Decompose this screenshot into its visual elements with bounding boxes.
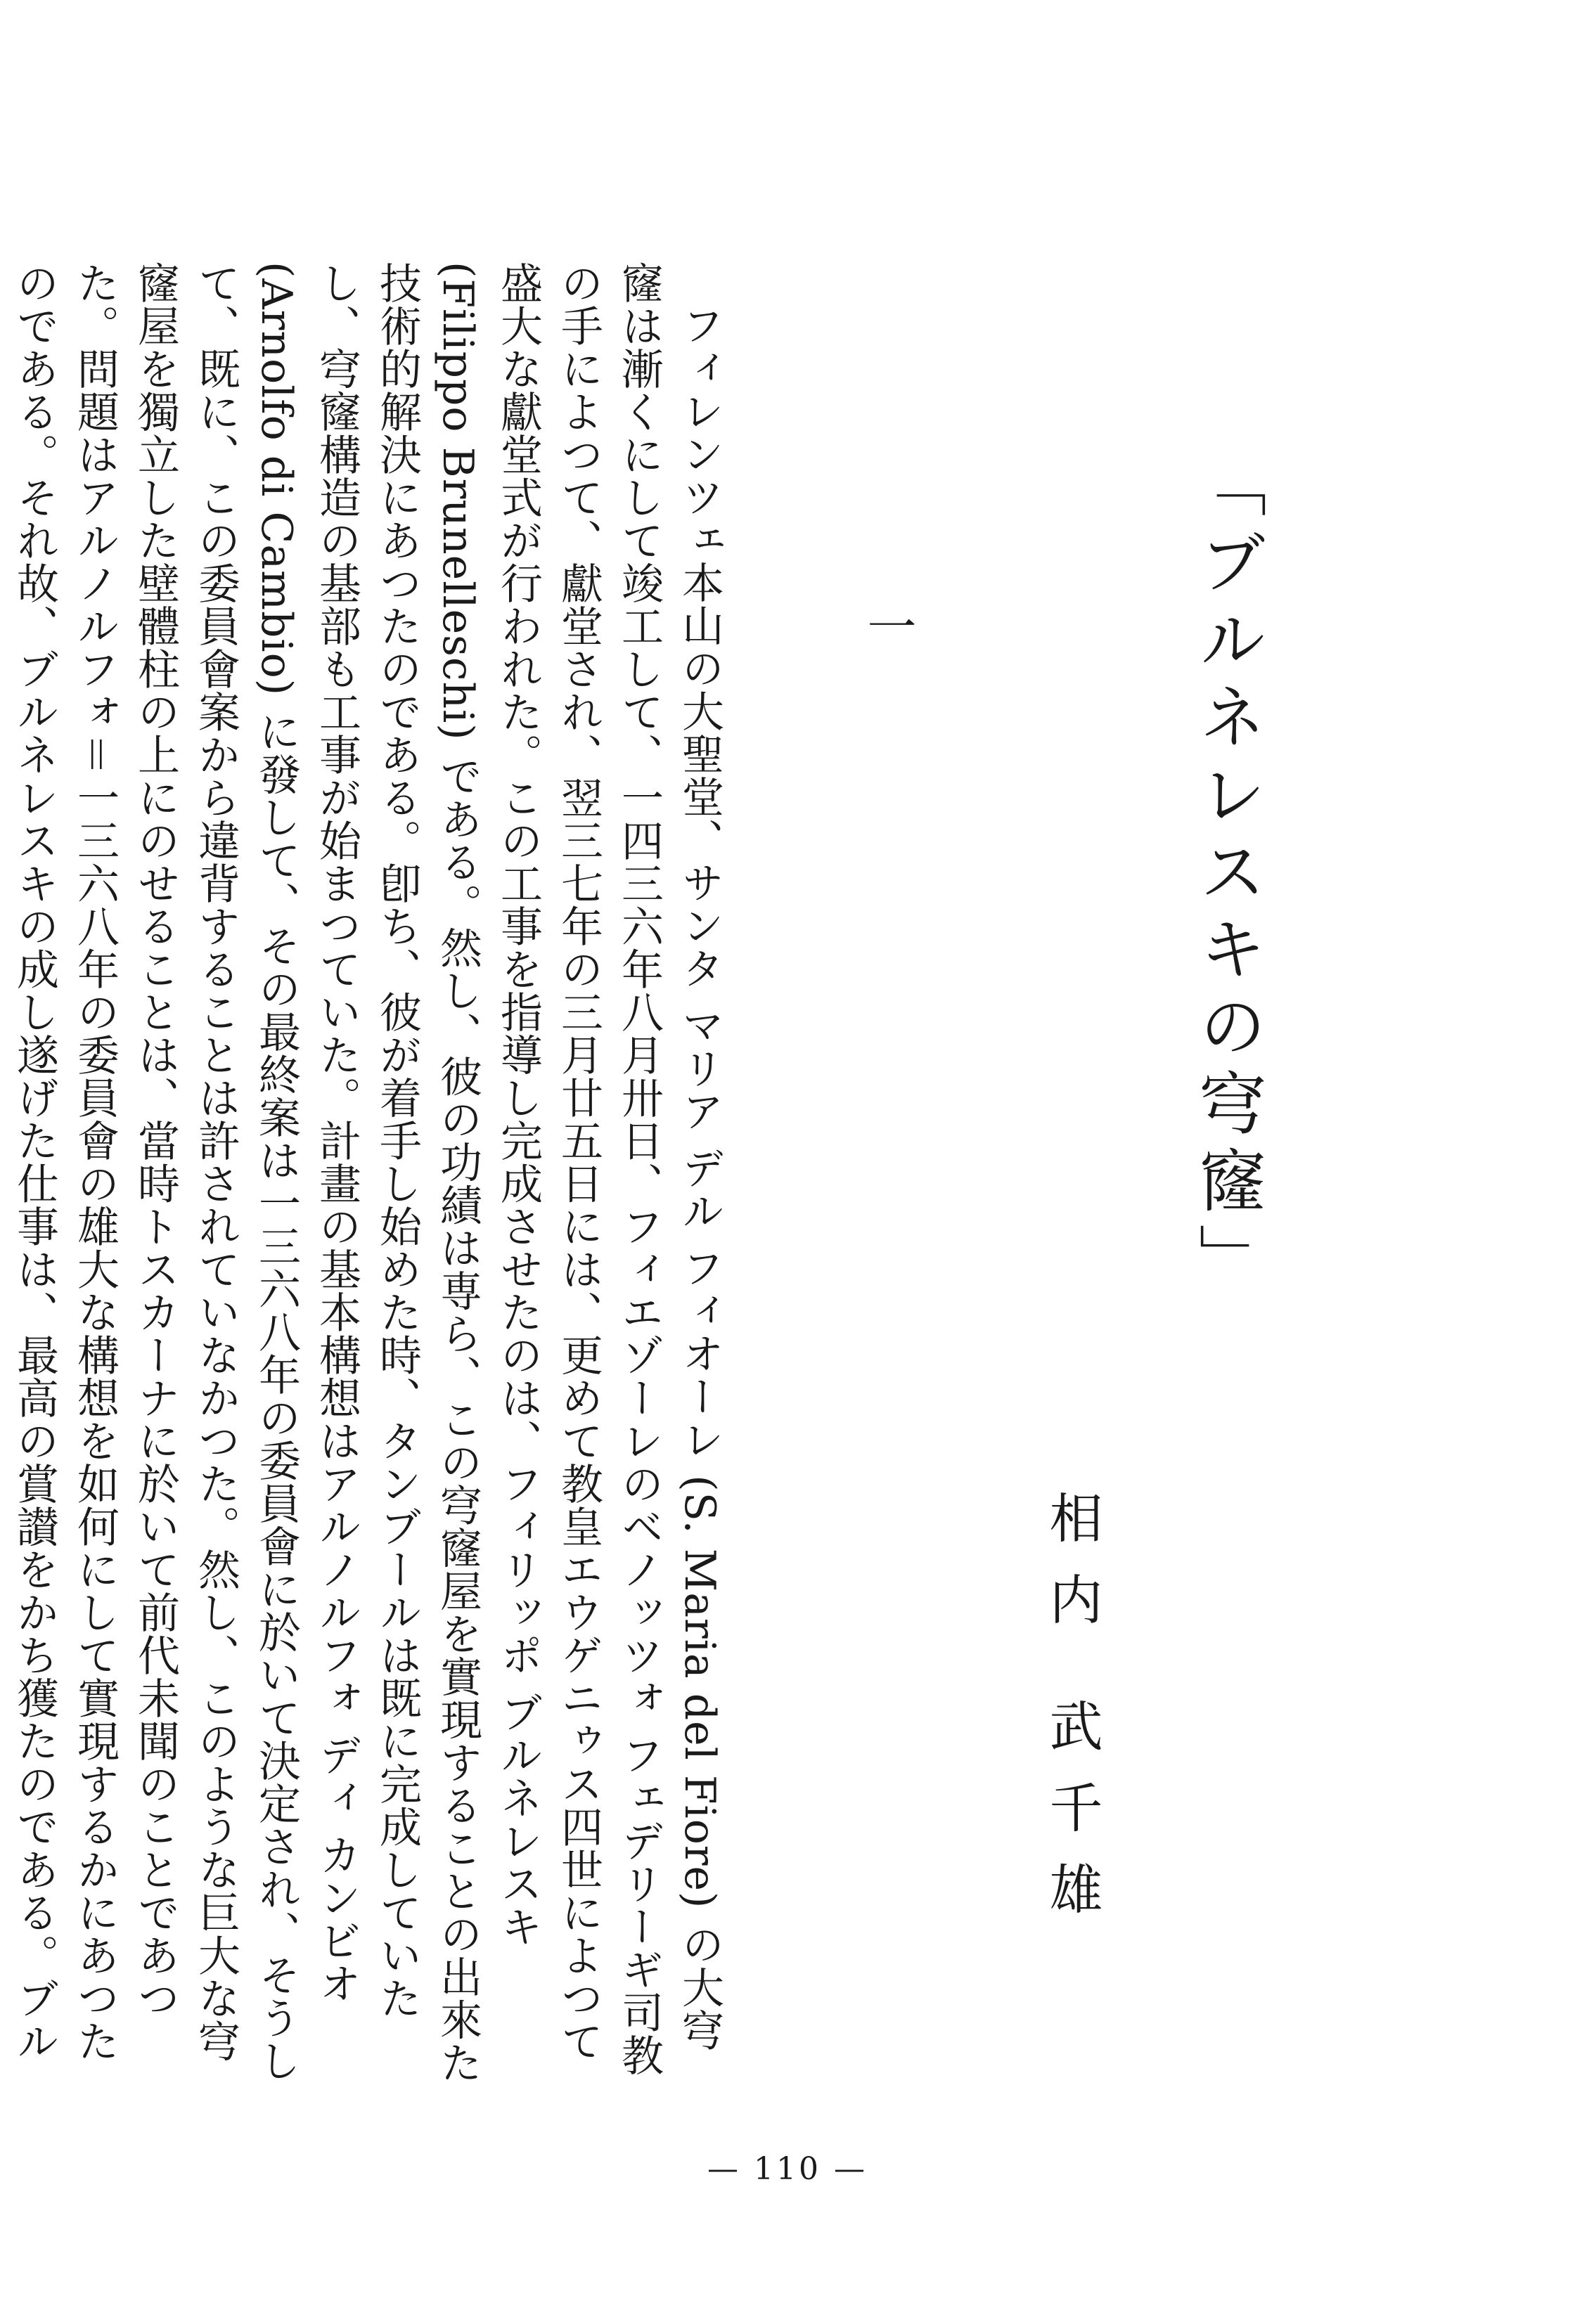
article-title: 「ブルネレスキの穹窿」: [1188, 450, 1267, 1300]
body-text: [10, 262, 730, 2089]
author-name: 相内 武千雄: [1041, 1490, 1103, 1944]
section-number: 一: [859, 601, 917, 650]
page-number: — 110 —: [707, 2151, 868, 2187]
body-paragraph: フィレンツェ本山の大聖堂、サンタ マリア デル フィオーレ (S. Maria del Fiore) の大穹窿は漸くにして竣工して、一四三六年八月卅日、フィエゾーレのベノッツォ フェデリーギ司教の手によつて、獻堂され、翌三七年の三月廿五日には、更めて教皇エウゲニゥス四世によつて盛大な獻堂式が行われた。この工事を指導し完成させたのは、フィリッポ ブルネレスキ (Filippo Brunelleschi) である。然し、彼の功績は専ら、この穹窿屋を實現することの出來た技術的解決にあつたのである。卽ち、彼が着手し始めた時、タンブールは既に完成していたし、穹窿構造の基部も工事が始まつていた。計畫の基本構想はアルノルフォ ディ カンビオ (Arnolfo di Cambio) に發して、その最終案は一三六八年の委員會に於いて決定され、そうして、既に、この委員會案から違背することは許されていなかつた。然し、このような巨大な穹窿屋を獨立した壁體柱の上にのせることは、當時トスカーナに於いて前代未聞のことであつた。問題はアルノルフォ＝一三六八年の委員會の雄大な構想を如何にして實現するかにあつたのである。それ故、ブルネレスキの成し遂げた仕事は、最高の賞讃をかち獲たのである。ブル: [10, 262, 724, 2084]
